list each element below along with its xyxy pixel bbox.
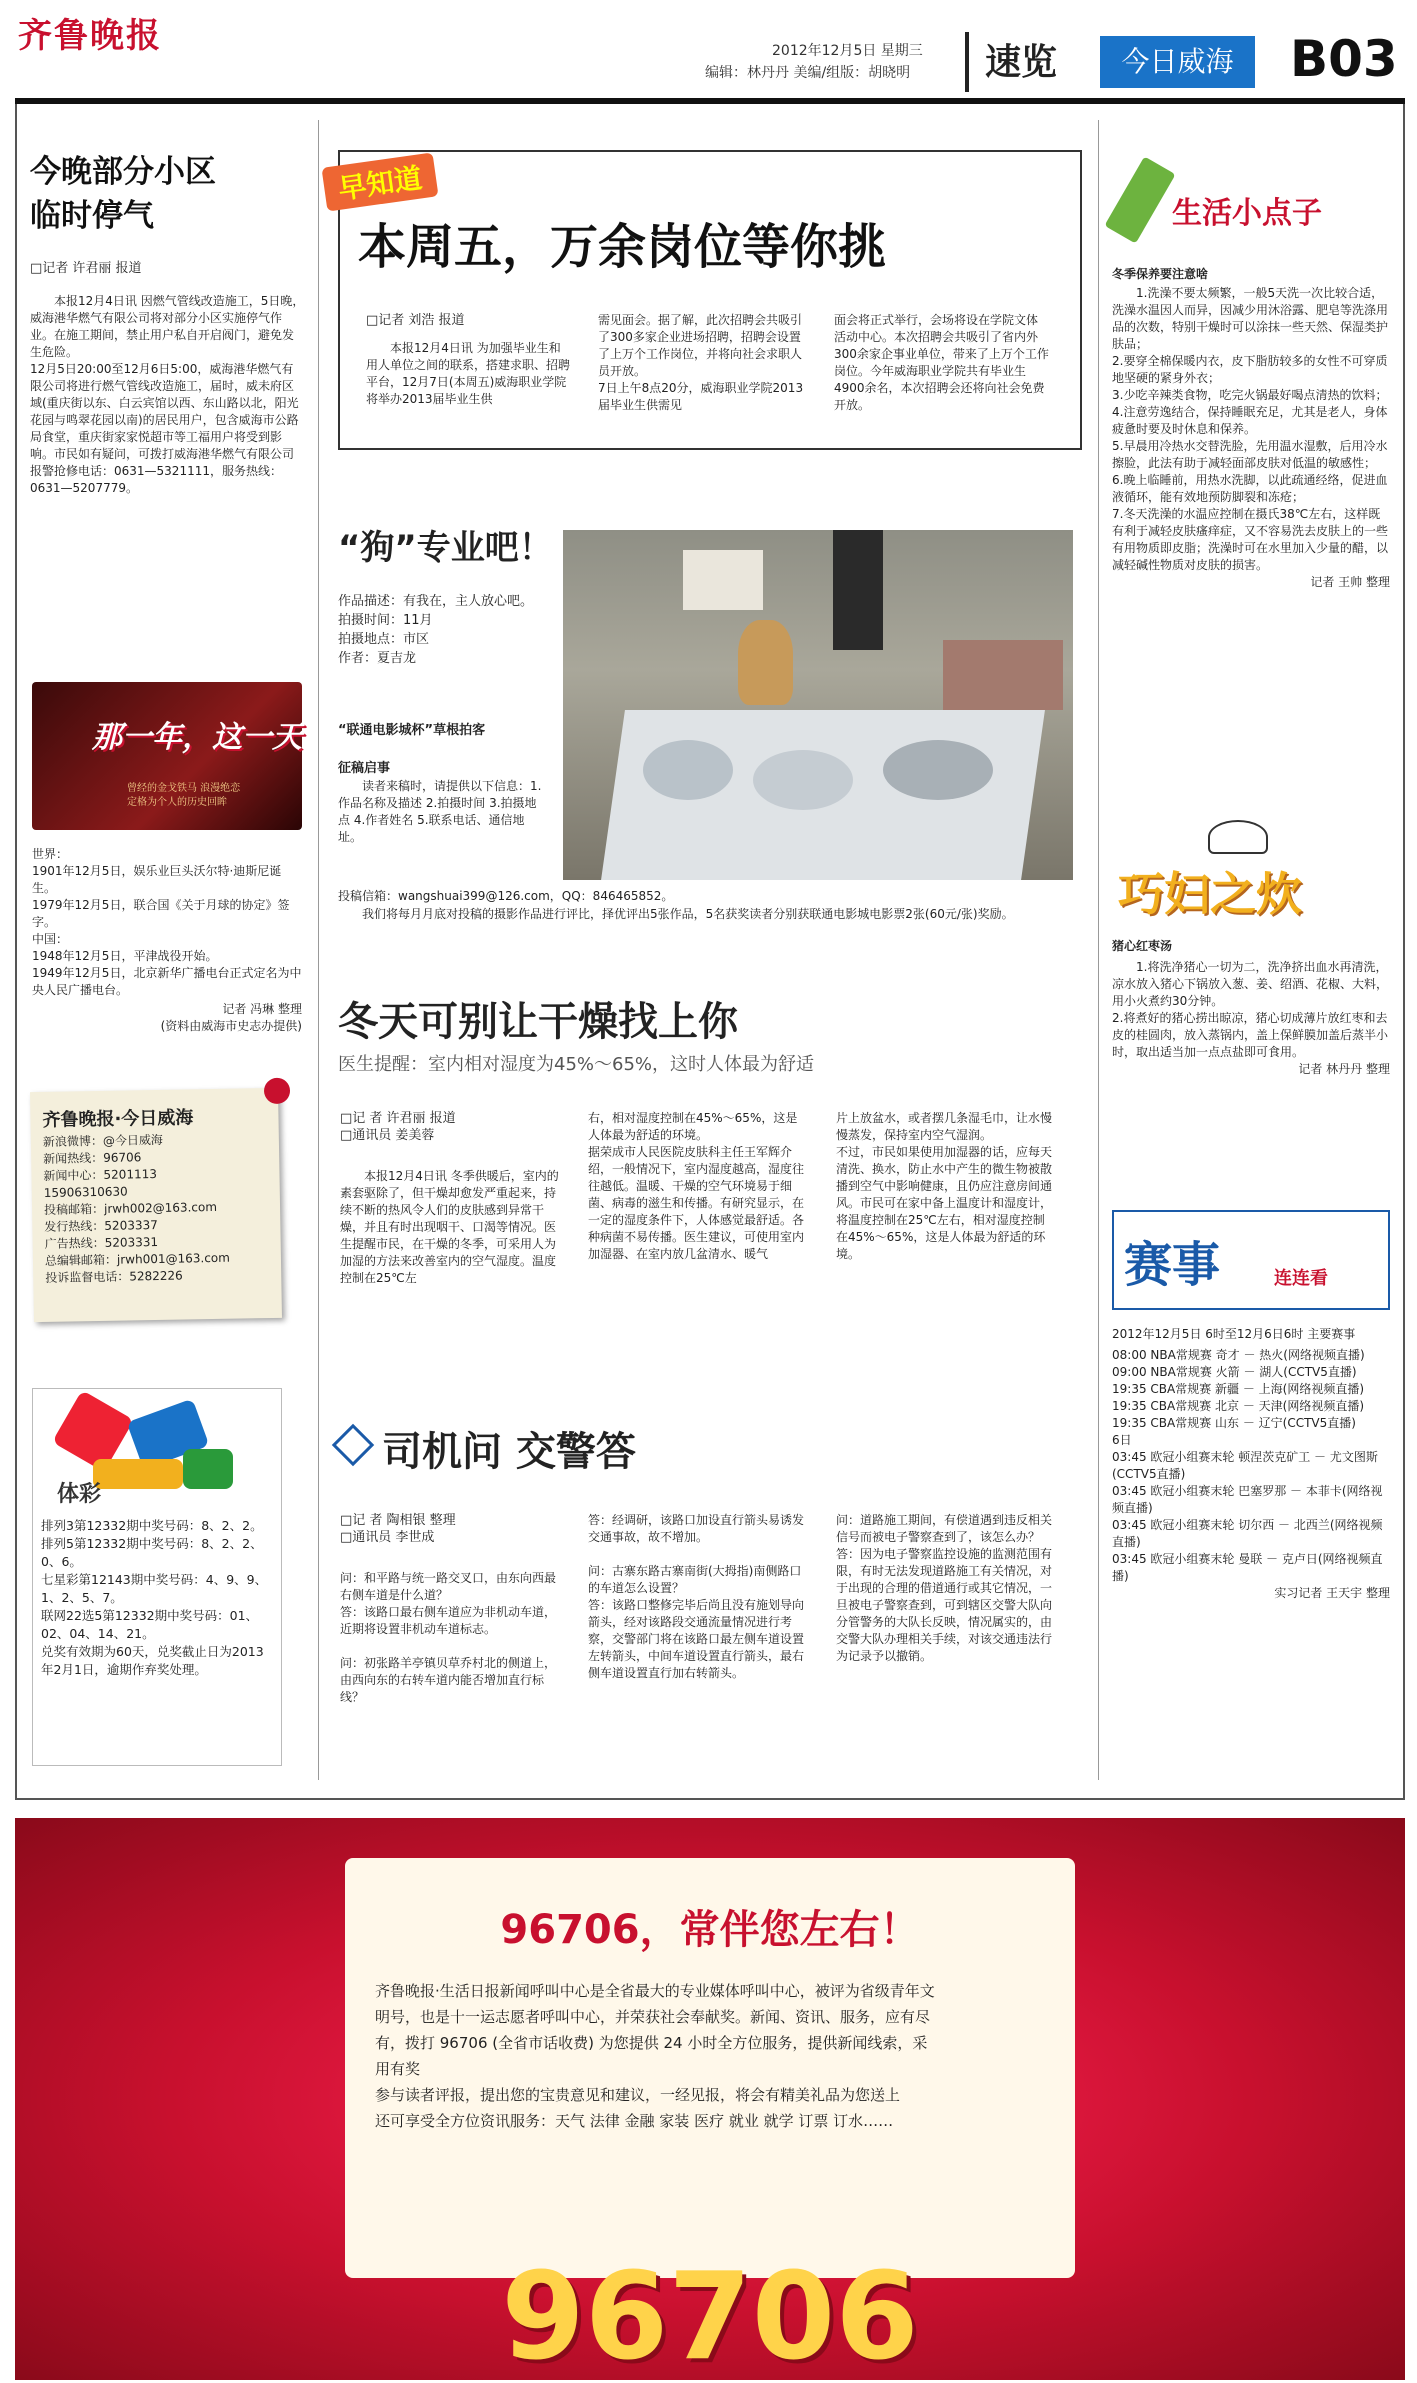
contact-card bbox=[30, 1088, 282, 1322]
history-banner bbox=[32, 682, 302, 830]
editor-credit: 记者 冯琳 整理 bbox=[222, 1002, 302, 1016]
ad-card bbox=[345, 1858, 1075, 2278]
chef-hat-icon bbox=[1208, 820, 1268, 854]
life-tips bbox=[1112, 150, 1390, 591]
editor-credit: 实习记者 王天宇 整理 bbox=[1274, 1586, 1390, 1600]
squid-crate bbox=[943, 640, 1063, 710]
ad-hotline-number: 96706 bbox=[501, 2248, 919, 2383]
lottery-logo bbox=[33, 1389, 281, 1509]
page-number: B03 bbox=[1290, 30, 1398, 88]
header-divider bbox=[965, 32, 969, 92]
sports-heading: 赛事 bbox=[1124, 1237, 1221, 1293]
traffic-col1: 问：和平路与统一路交叉口，由东向西最右侧车道是什么道？ 答：该路口最右侧车道应为非机动车道，近期将设置非机动车道标志。 问：初张路羊亭镇贝草乔村北的侧道上，由西向东的右转车道内能否增加直行标线？ bbox=[340, 1571, 557, 1704]
fish bbox=[883, 740, 993, 800]
byline: □记者 刘浩 报道 bbox=[366, 313, 465, 328]
editor-credit: 记者 林丹丹 整理 bbox=[1298, 1062, 1390, 1076]
vendor-legs bbox=[833, 530, 883, 650]
dry-col2: 右，相对湿度控制在45%～65%，这是人体最为舒适的环境。 据荣成市人民医院皮肤科主任王军辉介绍，一般情况下，室内湿度越高，湿度往往越低。温暖、干燥的空气环境易于细菌、病毒的滋生和传播。有研究显示，在一定的湿度条件下，人体感觉最舒适。各种病菌不易传播。医生建议，可使用室内加湿器、在室内放几盆清水、暖气 bbox=[588, 1111, 805, 1261]
dog bbox=[738, 620, 793, 705]
lottery-box bbox=[32, 1388, 282, 1766]
tips-body: 1.洗澡不要太频繁，一般5天洗一次比较合适，洗澡水温因人而异，因减少用沐浴露、肥皂等洗涤用品的次数，特别干燥时可以涂抹一些天然、保湿类护肤品； 2.要穿全棉保暖内衣，皮下脂肪较多的女性不可穿质地坚硬的紧身外衣； 3.少吃辛辣类食物，吃完火锅最好喝点清热的饮料； 4.注意劳逸结合，保持睡眠充足，尤其是老人，身体疲惫时要及时休息和保养。 5.早晨用冷热水交替洗脸，先用温水湿敷，后用冷水擦脸，此法有助于减轻面部皮肤对低温的敏感性； 6.晚上临睡前，用热水洗脚，以此疏通经络，促进血液循环，能有效地预防脚裂和冻疮； 7.冬天洗澡的水温应控制在摄氏38℃左右，这样既有利于减轻皮肤瘙痒症，又不容易洗去皮肤上的一些有用物质即皮脂；洗澡时可在水里加入少量的醋，以减轻碱性物质对皮肤的损害。 bbox=[1112, 286, 1389, 572]
byline: □记 者 陶相银 整理 □通讯员 李世成 bbox=[340, 1513, 456, 1545]
history-article bbox=[32, 846, 302, 1035]
lottery-results: 排列3第12332期中奖号码：8、2、2。 排列5第12332期中奖号码：8、2、2、0、6。 七星彩第12143期中奖号码：4、9、9、1、2、5、7。 联网22选5第12332期中奖号码：01、02、04、14、21。 兑奖有效期为60天，兑奖截止日为2013年2月1日，逾期作弃奖处理。 bbox=[41, 1518, 268, 1677]
jobs-col2: 需见面会。据了解，此次招聘会共吸引了300多家企业进场招聘，招聘会设置了上万个工作岗位，并将向社会求职人员开放。 7日上午8点20分，威海职业学院2013届毕业生供需见 bbox=[598, 313, 804, 412]
cook-heading: 巧妇之炊 bbox=[1118, 867, 1302, 921]
headline: 今晚部分小区 临时停气 bbox=[30, 154, 216, 234]
photo-caption: 作品描述：有我在，主人放心吧。 拍摄时间：11月 拍摄地点：市区 作者：夏吉龙 bbox=[338, 594, 534, 666]
source-note: (资料由威海市史志办提供) bbox=[160, 1019, 302, 1033]
dog-market-photo bbox=[563, 530, 1073, 880]
schedule-list: 08:00 NBA常规赛 奇才 － 热火(网络视频直播) 09:00 NBA常规赛 火箭 － 湖人(CCTV5直播) 19:35 CBA常规赛 新疆 － 上海(网络视频直播) 19:35 CBA常规赛 北京 － 天津(网络视频直播) 19:35 CBA常规赛 山东 － 辽宁(CCTV5直播) 6日 03:45 欧冠小组赛末轮 顿涅茨克矿工 － 尤文图斯 (CCTV5直播) 03:45 欧冠小组赛末轮 巴塞罗那 － 本菲卡(网络视频直播) 03:45 欧冠小组赛末轮 切尔西 － 北西兰(网络视频直播) 03:45 欧冠小组赛末轮 曼联 － 克卢日(网络视频直播) bbox=[1112, 1348, 1383, 1583]
contest-name: “联通电影城杯”草根拍客 bbox=[338, 723, 486, 738]
sports-tag: 连连看 bbox=[1274, 1268, 1328, 1289]
traffic-qa-article bbox=[338, 1420, 1082, 1780]
recipe-body: 1.将洗净猪心一切为二，洗净挤出血水再清洗，凉水放入猪心下锅放入葱、姜、绍酒、花椒、大料，用小火煮约30分钟。 2.将煮好的猪心捞出晾凉，猪心切成薄片放红枣和去皮的桂圆肉，放入蒸锅内，盖上保鲜膜加盖后蒸半小时，取出适当加一点点盐即可食用。 bbox=[1112, 960, 1389, 1059]
outage-article bbox=[30, 150, 305, 497]
editor-credit: 记者 王帅 整理 bbox=[1310, 575, 1390, 589]
hotline-ad bbox=[15, 1818, 1405, 2383]
sports-banner bbox=[1112, 1210, 1390, 1310]
pencil-icon bbox=[1104, 156, 1175, 243]
dry-col3: 片上放盆水，或者摆几条湿毛巾，让水慢慢蒸发，保持室内空气湿润。 不过，市民如果使用加湿器的话，应每天清洗、换水，防止水中产生的微生物被散播到空气中影响健康，且仍应注意房间通风。市民可在家中备上温度计和湿度计，将温度控制在25℃左右，相对湿度控制在45%～65%，这是人体最为舒适的环境。 bbox=[836, 1111, 1053, 1261]
cooking-section bbox=[1112, 820, 1390, 1078]
photo-title: “狗”专业吧！ bbox=[338, 528, 553, 568]
foam-box bbox=[683, 550, 763, 610]
tips-title: 冬季保养要注意啥 bbox=[1112, 267, 1209, 281]
fish bbox=[753, 750, 853, 810]
section-label: 速览 bbox=[985, 42, 1058, 83]
sports-schedule bbox=[1112, 1210, 1390, 1602]
photo-feature bbox=[338, 500, 1082, 940]
ad-body: 齐鲁晚报·生活日报新闻呼叫中心是全省最大的专业媒体呼叫中心，被评为省级青年文明号，也是十一运志愿者呼叫中心，并荣获社会奉献奖。新闻、资讯、服务，应有尽有，拨打 96706 (全省市话收费) 为您提供 24 小时全方位服务，提供新闻线索，采用有奖 参与读者评报，提出您的宝贵意见和建议，一经见报，将会有精美礼品为您送上 还可享受全方位资讯服务：天气 法律 金融 家装 医疗 就业 就学 订票 订水…… bbox=[375, 1982, 935, 2130]
headline: 冬天可别让干燥找上你 bbox=[338, 999, 738, 1045]
contact-list: 新浪微博：@今日威海 新闻热线：96706 新闻中心：5201113 15906310630 投稿邮箱：jrwh002@163.com 发行热线：5203337 广告热线：5203331 总编辑邮箱：jrwh001@163.com 投诉监督电话：5282226 bbox=[42, 1132, 231, 1285]
article-body: 世界： 1901年12月5日，娱乐业巨头沃尔特·迪斯尼诞生。 1979年12月5日，联合国《关于月球的协定》签字。 中国： 1948年12月5日，平津战役开始。 1949年12月5日，北京新华广播电台正式定名为中央人民广播电台。 bbox=[32, 847, 302, 997]
issue-date: 2012年12月5日 星期三 bbox=[772, 43, 923, 59]
traffic-col2: 答：经调研，该路口加设直行箭头易诱发交通事故，故不增加。 问：古寨东路古寨南街(大拇指)南侧路口的车道怎么设置？ 答：该路口整修完毕后尚且没有施划导向箭头，经对该路段交通流量情况进行考察，交警部门将在该路口最左侧车道设置左转箭头，中间车道设置直行箭头，最右侧车道设置直行加右转箭头。 bbox=[588, 1513, 805, 1680]
column-divider bbox=[318, 120, 319, 1780]
cook-banner bbox=[1112, 820, 1390, 920]
schedule-intro: 2012年12月5日 6时至12月6日6时 主要赛事 bbox=[1112, 1327, 1356, 1341]
byline: □记者 许君丽 报道 bbox=[30, 261, 142, 276]
editor-credit: 编辑：林丹丹 美编/组版：胡晓明 bbox=[705, 65, 911, 81]
badge-zaozhidao: 早知道 bbox=[321, 152, 438, 211]
fish bbox=[643, 740, 733, 800]
star-icon bbox=[93, 1459, 183, 1489]
article-body: 本报12月4日讯 因燃气管线改造施工，5日晚，威海港华燃气有限公司将对部分小区实施停气作业。在施工期间，禁止用户私自开启阀门，避免发生危险。 12月5日20:00至12月6日5:00，威海港华燃气有限公司将进行燃气管线改造施工，届时，威未府区域(重庆街以东、白云宾馆以西、东山路以北，阳光花园与鸣翠花园以南)的居民用户，包含威海市公路局食堂，重庆街家家悦超市等工福用户将受到影响。市民如有疑问，可拨打威海港华燃气有限公司报警抢修电话：0631—5321111，服务热线：0631—5207779。 bbox=[30, 294, 305, 495]
column-divider bbox=[1098, 120, 1099, 1780]
jobs-col3: 面会将正式举行，会场将设在学院文体活动中心。本次招聘会共吸引了省内外300余家企事业单位，带来了上万个工作岗位。今年威海职业学院共有毕业生4900余名，本次招聘会还将向社会免费开放。 bbox=[834, 313, 1049, 412]
banner-title: 那一年，这一天 bbox=[92, 720, 302, 755]
recipe-title: 猪心红枣汤 bbox=[1112, 939, 1173, 953]
submit-email: 投稿信箱：wangshuai399@126.com，QQ：846465852。 bbox=[338, 889, 674, 903]
lottery-label: 体彩 bbox=[57, 1482, 102, 1507]
star-icon bbox=[183, 1449, 233, 1489]
dry-air-article bbox=[338, 990, 1082, 1370]
traffic-col3: 问：道路施工期间，有偿道遇到违反相关信号而被电子警察查到了，该怎么办？ 答：因为电子警察监控设施的监测范围有限，有时无法发现道路施工有关情况，对于出现的合理的借道通行或其它情况，一旦被电子警察查到，可到辖区交警大队向分管警务的大队长反映，情况属实的，由交警大队办理相关手续，对该交通违法行为记录予以撤销。 bbox=[836, 1513, 1053, 1663]
call-body: 读者来稿时，请提供以下信息：1.作品名称及描述 2.拍摄时间 3.拍摄地点 4.作者姓名 5.联系电话、通信地址。 bbox=[338, 779, 542, 844]
diamond-icon bbox=[332, 1424, 374, 1466]
jobs-article bbox=[338, 150, 1082, 450]
subheadline: 医生提醒：室内相对湿度为45%～65%，这时人体最为舒适 bbox=[338, 1054, 815, 1075]
tips-heading: 生活小点子 bbox=[1172, 196, 1322, 231]
call-heading: 征稿启事 bbox=[338, 761, 391, 776]
reward-note: 我们将每月月底对投稿的摄影作品进行评比，择优评出5张作品，5名获奖读者分别获联通电影城电影票2张(60元/张)奖励。 bbox=[362, 907, 1014, 921]
byline: □记 者 许君丽 报道 □通讯员 姜美蓉 bbox=[340, 1111, 456, 1143]
banner-subtitle: 曾经的金戈铁马 浪漫绝恋 定格为个人的历史回眸 bbox=[127, 783, 241, 808]
dry-col1: 本报12月4日讯 冬季供暖后，室内的素套驱除了，但干燥却愈发严重起来，持续不断的热风令人们的皮肤感到异常干燥，并且有时出现咽干、口渴等情况。医生提醒市民，在干燥的冬季，可采用人为加湿的方法来改善室内的空气湿度。温度控制在25℃左 bbox=[340, 1169, 559, 1285]
jobs-col1: 本报12月4日讯 为加强毕业生和用人单位之间的联系，搭建求职、招聘平台，12月7日(本周五)威海职业学院将举办2013届毕业生供 bbox=[366, 341, 571, 406]
card-title: 齐鲁晚报·今日威海 bbox=[42, 1107, 194, 1131]
column-label: 今日威海 bbox=[1100, 36, 1255, 88]
headline: 本周五，万余岗位等你挑 bbox=[358, 219, 887, 275]
tips-banner bbox=[1112, 150, 1390, 260]
headline: 司机问 交警答 bbox=[382, 1429, 636, 1475]
newspaper-logo: 齐鲁晚报 bbox=[18, 16, 162, 56]
ad-headline: 96706，常伴您左右！ bbox=[500, 1907, 920, 1953]
